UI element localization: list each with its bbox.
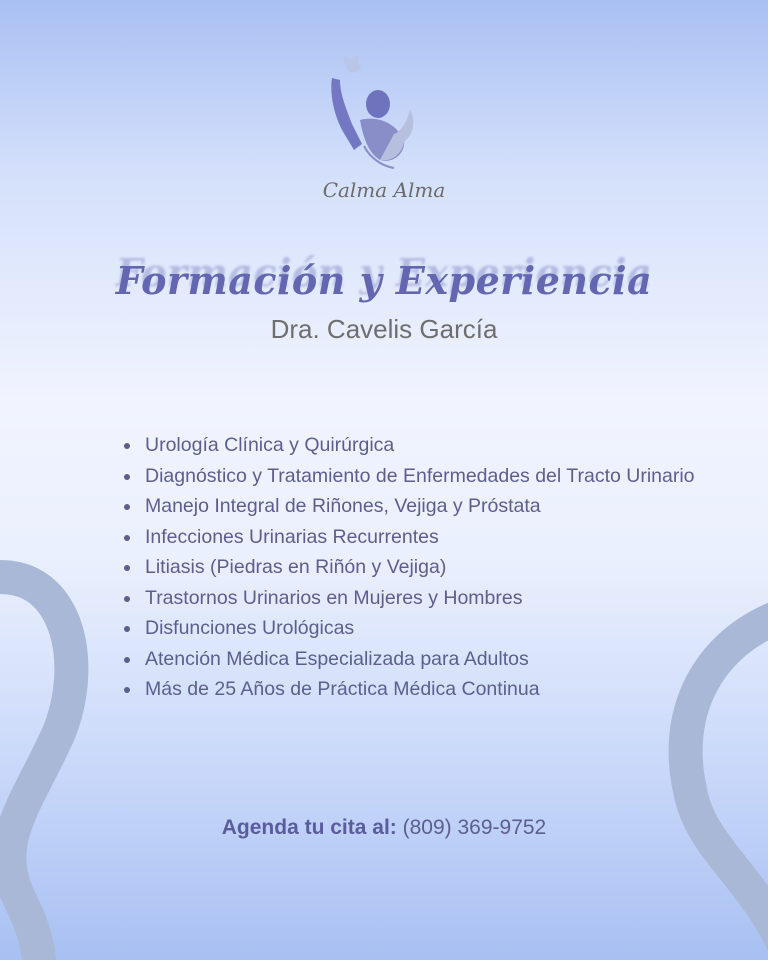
phone-number[interactable]: (809) 369-9752 [402,816,547,839]
list-item: Infecciones Urinarias Recurrentes [120,522,720,553]
list-item: Urología Clínica y Quirúrgica [120,430,720,461]
list-item: Atención Médica Especializada para Adultos [120,644,720,675]
list-item: Trastornos Urinarios en Mujeres y Hombres [120,583,720,614]
list-item: Más de 25 Años de Práctica Médica Continua [120,674,720,705]
list-item: Manejo Integral de Riñones, Vejiga y Próstata [120,491,720,522]
doctor-name: Dra. Cavelis García [270,314,498,344]
brand-name: Calma Alma [322,178,446,202]
services-list [120,430,720,705]
page-title: Formación y Experiencia [115,258,653,303]
appointment-cta [0,816,768,840]
left-curve [0,577,71,960]
list-item: Diagnóstico y Tratamiento de Enfermedades del Tracto Urinario [120,461,720,492]
list-item: Disfunciones Urológicas [120,613,720,644]
list-item: Litiasis (Piedras en Riñón y Vejiga) [120,552,720,583]
appointment-label: Agenda tu cita al: [221,816,397,839]
woman-butterfly-logo-icon [320,50,450,170]
